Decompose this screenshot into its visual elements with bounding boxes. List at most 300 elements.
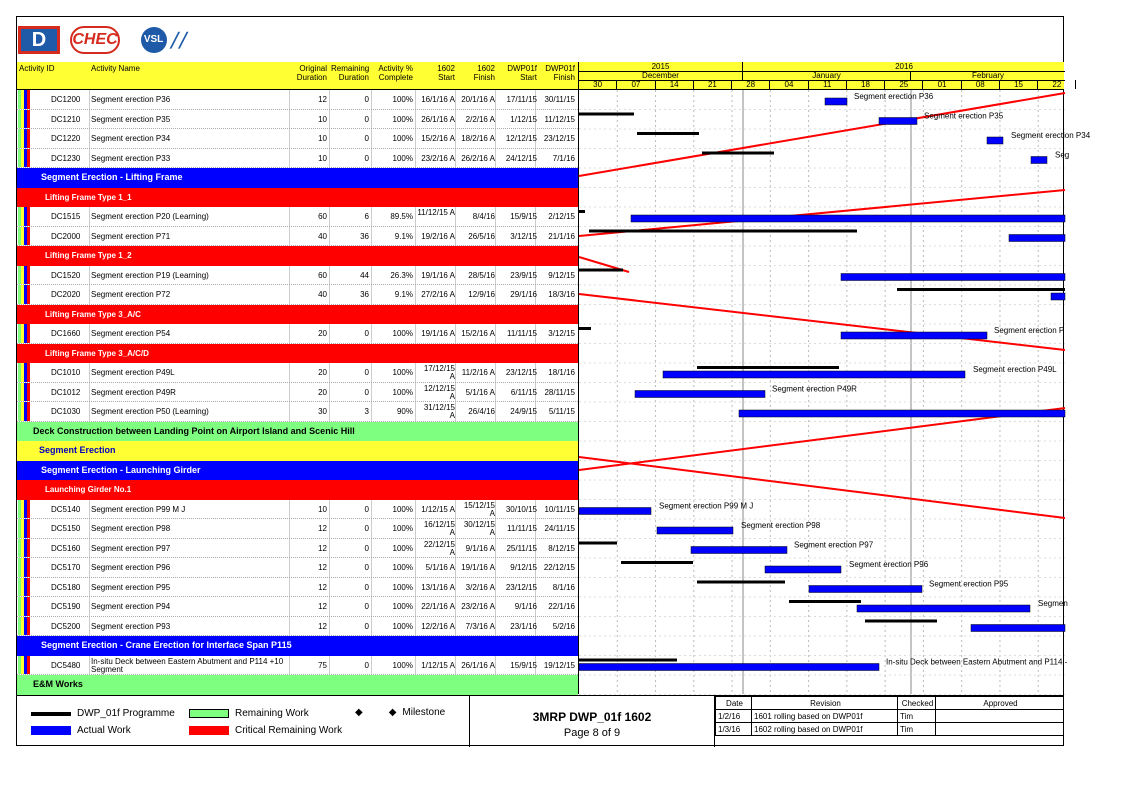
- col-dwp01f-finish[interactable]: DWP01f Finish: [545, 64, 575, 82]
- column-divider: [415, 383, 416, 402]
- column-divider: [495, 90, 496, 109]
- cell-od: 12: [318, 582, 327, 592]
- column-divider: [495, 500, 496, 519]
- table-row[interactable]: [17, 207, 578, 227]
- column-divider: [329, 539, 330, 558]
- actual-swatch: [31, 726, 71, 735]
- column-divider: [89, 402, 90, 421]
- group-band[interactable]: E&M Works: [17, 675, 578, 695]
- legend-critical: [189, 725, 342, 736]
- cell-ds: 12/12/15: [505, 134, 537, 143]
- table-row[interactable]: [17, 324, 578, 344]
- column-divider: [289, 383, 290, 402]
- actual-bar: [825, 98, 847, 105]
- cell-s: 12/12/15 A: [423, 383, 455, 401]
- column-divider: [495, 227, 496, 246]
- column-divider: [371, 207, 372, 226]
- column-divider: [289, 558, 290, 577]
- programme-bar: [589, 230, 857, 233]
- critical-path-line: [579, 408, 1065, 470]
- cell-od: 10: [318, 504, 327, 514]
- cell-pct: 100%: [392, 602, 413, 611]
- programme-bar: [789, 600, 861, 603]
- table-row[interactable]: [17, 656, 578, 676]
- cell-id: DC1660: [51, 329, 81, 338]
- table-row[interactable]: [17, 539, 578, 559]
- hierarchy-strip: [27, 656, 30, 675]
- table-row[interactable]: [17, 266, 578, 286]
- column-divider: [329, 149, 330, 168]
- cell-rd: 0: [364, 134, 369, 143]
- cell-df: 5/11/15: [548, 407, 575, 416]
- table-row[interactable]: [17, 578, 578, 598]
- cell-name: Segment erection P98: [91, 524, 171, 533]
- programme-bar: [637, 132, 699, 135]
- group-band[interactable]: Lifting Frame Type 1_1: [17, 188, 578, 208]
- cell-f: 26/2/16 A: [461, 153, 495, 163]
- revision-row: [716, 710, 1064, 723]
- col-activity-name[interactable]: Activity Name: [91, 64, 140, 73]
- cell-ds: 9/1/16: [514, 602, 537, 611]
- cell-df: 21/1/16: [548, 231, 575, 241]
- col-dwp01f-start[interactable]: DWP01f Start: [507, 64, 537, 82]
- column-divider: [289, 363, 290, 382]
- group-band[interactable]: Segment Erection - Crane Erection for Interface Span P115: [17, 636, 578, 656]
- group-band[interactable]: Lifting Frame Type 3_A/C/D: [17, 344, 578, 364]
- column-divider: [455, 324, 456, 343]
- hierarchy-strip: [27, 597, 30, 616]
- cell-od: 75: [318, 660, 327, 670]
- programme-bar: [865, 620, 937, 623]
- table-row[interactable]: [17, 285, 578, 305]
- cell-f: 20/1/16 A: [461, 95, 495, 104]
- legend-actual-label: Actual Work: [77, 725, 131, 736]
- cell-ds: 23/1/16: [510, 621, 537, 631]
- table-body: [17, 90, 578, 695]
- hierarchy-strip: [27, 617, 30, 636]
- table-row[interactable]: [17, 617, 578, 637]
- rev-text: 1602 rolling based on DWP01f: [752, 723, 898, 736]
- column-divider: [371, 227, 372, 246]
- rev-col-approved: Approved: [936, 697, 1064, 710]
- column-divider: [89, 383, 90, 402]
- cell-s: 19/1/16 A: [421, 329, 455, 338]
- group-band[interactable]: Segment Erection: [17, 441, 578, 461]
- schedule-title: 3MRP DWP_01f 1602: [532, 710, 652, 724]
- group-band[interactable]: Segment Erection - Launching Girder: [17, 461, 578, 481]
- cell-name: Segment erection P19 (Learning): [91, 270, 209, 280]
- dragages-logo: D: [18, 26, 60, 54]
- programme-bar: [579, 210, 585, 213]
- week-label: 30: [579, 80, 617, 89]
- hierarchy-strip: [27, 363, 30, 382]
- column-divider: [455, 597, 456, 616]
- column-divider: [495, 207, 496, 226]
- cell-od: 12: [318, 543, 327, 553]
- cell-pct: 100%: [392, 114, 413, 124]
- cell-f: 28/5/16: [468, 270, 495, 280]
- cell-f: 26/1/16 A: [461, 660, 495, 670]
- cell-ds: 23/12/15: [505, 582, 537, 592]
- cell-df: 11/12/15: [544, 114, 575, 124]
- table-row[interactable]: [17, 558, 578, 578]
- milestone-diamond-icon-2: ◆: [388, 707, 397, 718]
- cell-f: 26/5/16: [468, 231, 495, 241]
- cell-df: 10/11/15: [544, 504, 575, 514]
- column-divider: [415, 500, 416, 519]
- cell-rd: 0: [364, 582, 369, 592]
- legend-programme-label: DWP_01f Programme: [77, 708, 175, 719]
- column-divider: [455, 383, 456, 402]
- cell-rd: 0: [364, 563, 369, 572]
- column-divider: [455, 656, 456, 675]
- gantt-canvas: [579, 90, 1091, 694]
- cell-name: Segment erection P33: [91, 153, 171, 163]
- column-divider: [89, 558, 90, 577]
- col-1602-start[interactable]: 1602 Start: [437, 64, 455, 82]
- column-divider: [455, 110, 456, 129]
- cell-ds: 23/9/15: [510, 270, 537, 280]
- table-row[interactable]: [17, 227, 578, 247]
- actual-bar: [579, 508, 651, 515]
- cell-s: 22/12/15 A: [423, 539, 455, 557]
- cell-od: 10: [318, 114, 327, 124]
- group-band[interactable]: Lifting Frame Type 3_A/C: [17, 305, 578, 325]
- cell-s: 13/1/16 A: [421, 582, 455, 592]
- column-divider: [495, 597, 496, 616]
- cell-f: 23/2/16 A: [461, 602, 495, 611]
- cell-id: DC1030: [51, 407, 81, 416]
- cell-rd: 0: [364, 543, 369, 553]
- cell-od: 12: [318, 524, 327, 533]
- programme-bar: [897, 288, 1065, 291]
- bar-label: Segment erection P98: [741, 521, 821, 530]
- group-band[interactable]: Deck Construction between Landing Point on Airport Island and Scenic Hill: [17, 422, 578, 442]
- week-label: 18: [847, 80, 885, 89]
- cell-ds: 11/11/15: [507, 329, 537, 338]
- cell-ds: 1/12/15: [510, 114, 537, 124]
- column-divider: [415, 90, 416, 109]
- cell-ds: 25/11/15: [506, 543, 537, 553]
- hierarchy-strip: [27, 519, 30, 538]
- cell-od: 40: [318, 290, 327, 299]
- column-divider: [455, 90, 456, 109]
- actual-bar: [809, 586, 922, 593]
- column-divider: [329, 110, 330, 129]
- column-divider: [415, 324, 416, 343]
- cell-s: 16/12/15 A: [423, 520, 455, 537]
- column-divider: [289, 500, 290, 519]
- column-divider: [371, 539, 372, 558]
- revision-table: [715, 696, 1064, 747]
- col-1602-finish[interactable]: 1602 Finish: [473, 64, 495, 82]
- column-divider: [455, 285, 456, 304]
- cell-id: DC1200: [51, 95, 81, 104]
- column-divider: [329, 500, 330, 519]
- cell-od: 20: [318, 329, 327, 338]
- cell-f: 15/12/15 A: [463, 500, 495, 518]
- timeline-header: [579, 62, 1064, 90]
- column-divider: [329, 656, 330, 675]
- hierarchy-strip: [27, 90, 30, 109]
- cell-id: DC1230: [51, 153, 81, 163]
- hierarchy-strip: [27, 266, 30, 285]
- cell-f: 18/2/16 A: [461, 134, 495, 143]
- programme-bar: [579, 269, 623, 272]
- cell-od: 20: [318, 368, 327, 377]
- column-divider: [89, 539, 90, 558]
- cell-df: 30/11/15: [544, 95, 575, 104]
- cell-df: 3/12/15: [548, 329, 575, 338]
- group-band[interactable]: Lifting Frame Type 1_2: [17, 246, 578, 266]
- cell-name: In-situ Deck between Eastern Abutment and P114 +10 Segment: [91, 656, 284, 674]
- cell-s: 19/2/16 A: [421, 231, 455, 241]
- page-number: Page 8 of 9: [563, 727, 621, 739]
- cell-od: 10: [318, 134, 327, 143]
- cell-pct: 9.1%: [394, 290, 413, 299]
- cell-rd: 36: [360, 290, 369, 299]
- table-row[interactable]: [17, 500, 578, 520]
- cell-s: 26/1/16 A: [421, 114, 455, 124]
- column-divider: [289, 285, 290, 304]
- legend-milestone: [355, 707, 445, 718]
- column-divider: [289, 656, 290, 675]
- cell-pct: 100%: [392, 563, 413, 572]
- programme-bar: [697, 366, 839, 369]
- cell-name: Segment erection P49L: [91, 368, 175, 377]
- table-row[interactable]: [17, 110, 578, 130]
- week-label: 11: [809, 80, 847, 89]
- critical-path-line: [579, 294, 1065, 350]
- cell-ds: 6/11/15: [510, 387, 537, 397]
- rev-col-date: Date: [716, 697, 752, 710]
- cell-f: 15/2/16 A: [461, 329, 495, 338]
- cell-pct: 100%: [392, 524, 413, 533]
- actual-bar: [857, 605, 1030, 612]
- cell-pct: 100%: [392, 543, 413, 553]
- hierarchy-strip: [27, 110, 30, 129]
- cell-name: Segment erection P94: [91, 602, 171, 611]
- column-divider: [89, 266, 90, 285]
- cell-id: DC1210: [51, 114, 81, 124]
- programme-bar: [579, 113, 634, 116]
- cell-s: 31/12/15 A: [423, 403, 455, 420]
- column-divider: [89, 129, 90, 148]
- column-divider: [495, 110, 496, 129]
- column-divider: [455, 539, 456, 558]
- cell-id: DC1220: [51, 134, 81, 143]
- column-divider: [371, 266, 372, 285]
- actual-bar: [739, 410, 1065, 417]
- vsl-logo-circle: VSL: [141, 27, 167, 53]
- col-activity-complete[interactable]: Activity % Complete: [378, 64, 413, 82]
- column-divider: [289, 578, 290, 597]
- column-divider: [289, 129, 290, 148]
- bar-label: Segment erection P: [994, 326, 1065, 335]
- column-divider: [415, 656, 416, 675]
- bar-label: In-situ Deck between Eastern Abutment and P114 -: [886, 657, 1068, 667]
- cell-id: DC5160: [51, 543, 81, 553]
- table-row[interactable]: [17, 383, 578, 403]
- cell-od: 12: [318, 621, 327, 631]
- cell-name: Segment erection P93: [91, 621, 171, 631]
- cell-df: 18/3/16: [548, 290, 575, 299]
- cell-ds: 24/9/15: [510, 407, 537, 416]
- group-band[interactable]: Segment Erection - Lifting Frame: [17, 168, 578, 188]
- cell-id: DC2020: [51, 290, 81, 299]
- legend: [17, 695, 1064, 746]
- column-divider: [289, 149, 290, 168]
- cell-id: DC5180: [51, 582, 81, 592]
- legend-programme: [31, 708, 175, 719]
- column-divider: [289, 597, 290, 616]
- table-row[interactable]: [17, 149, 578, 169]
- column-divider: [89, 519, 90, 538]
- cell-rd: 0: [364, 387, 369, 397]
- column-divider: [455, 129, 456, 148]
- cell-rd: 44: [360, 270, 369, 280]
- week-label: 15: [1000, 80, 1038, 89]
- cell-od: 12: [318, 602, 327, 611]
- column-divider: [415, 597, 416, 616]
- column-divider: [495, 539, 496, 558]
- table-row[interactable]: [17, 363, 578, 383]
- cell-pct: 100%: [392, 134, 413, 143]
- week-label: 07: [617, 80, 655, 89]
- cell-name: Segment erection P96: [91, 563, 171, 572]
- column-divider: [495, 149, 496, 168]
- cell-rd: 0: [364, 660, 369, 670]
- column-divider: [415, 285, 416, 304]
- column-divider: [495, 578, 496, 597]
- cell-df: 18/1/16: [548, 368, 575, 377]
- column-divider: [415, 149, 416, 168]
- actual-bar: [631, 215, 1065, 222]
- cell-name: Segment erection P95: [91, 582, 171, 592]
- cell-df: 8/12/15: [548, 543, 575, 553]
- column-divider: [89, 227, 90, 246]
- column-divider: [89, 500, 90, 519]
- cell-rd: 0: [364, 368, 369, 377]
- cell-df: 22/12/15: [543, 563, 575, 572]
- cell-s: 5/1/16 A: [425, 563, 455, 572]
- hierarchy-strip: [27, 383, 30, 402]
- cell-s: 17/12/15 A: [423, 364, 455, 381]
- column-divider: [289, 402, 290, 421]
- cell-ds: 11/11/15: [507, 524, 537, 533]
- bar-label: Seg: [1055, 150, 1070, 160]
- column-divider: [89, 285, 90, 304]
- column-divider: [415, 110, 416, 129]
- bar-label: Segment erection P34: [1011, 131, 1091, 140]
- column-divider: [371, 363, 372, 382]
- column-divider: [415, 266, 416, 285]
- cell-ds: 24/12/15: [505, 153, 537, 163]
- week-label: 08: [962, 80, 1000, 89]
- cell-s: 1/12/15 A: [421, 504, 455, 514]
- table-row[interactable]: [17, 129, 578, 149]
- table-row[interactable]: [17, 519, 578, 539]
- cell-name: Segment erection P49R: [91, 387, 176, 397]
- actual-bar: [579, 664, 879, 671]
- cell-f: 5/1/16 A: [465, 387, 495, 397]
- table-row[interactable]: [17, 90, 578, 110]
- logo-bar: [18, 25, 198, 55]
- cell-df: 2/12/15: [548, 212, 575, 221]
- column-divider: [371, 129, 372, 148]
- hierarchy-strip: [27, 324, 30, 343]
- cell-f: 2/2/16 A: [465, 114, 495, 124]
- programme-bar: [579, 542, 617, 545]
- column-divider: [289, 324, 290, 343]
- gantt-chart: [578, 62, 1091, 694]
- col-remaining-duration[interactable]: Remaining Duration: [331, 64, 370, 82]
- cell-name: Segment erection P99 M J: [91, 504, 186, 514]
- column-divider: [289, 539, 290, 558]
- actual-bar: [971, 625, 1065, 632]
- hierarchy-strip: [27, 539, 30, 558]
- hierarchy-strip: [27, 558, 30, 577]
- column-divider: [415, 519, 416, 538]
- cell-id: DC1520: [51, 270, 81, 280]
- cell-od: 12: [318, 95, 327, 104]
- cell-rd: 0: [364, 621, 369, 631]
- cell-pct: 26.3%: [390, 270, 413, 280]
- column-divider: [455, 578, 456, 597]
- cell-s: 16/1/16 A: [421, 95, 455, 104]
- table-row[interactable]: [17, 402, 578, 422]
- cell-s: 11/12/15 A: [417, 208, 455, 217]
- column-divider: [329, 266, 330, 285]
- cell-rd: 6: [364, 212, 369, 221]
- column-divider: [329, 227, 330, 246]
- cell-df: 22/1/16: [548, 602, 575, 611]
- cell-name: Segment erection P36: [91, 95, 171, 104]
- cell-id: DC5480: [51, 660, 81, 670]
- actual-bar: [1031, 157, 1047, 164]
- col-activity-id[interactable]: Activity ID: [19, 64, 55, 73]
- cell-pct: 100%: [392, 329, 413, 338]
- cell-id: DC2000: [51, 231, 81, 241]
- group-band[interactable]: Launching Girder No.1: [17, 480, 578, 500]
- col-original-duration[interactable]: Original Duration: [296, 64, 327, 82]
- column-divider: [415, 617, 416, 636]
- column-divider: [329, 90, 330, 109]
- bar-label: Segment erection P49L: [973, 365, 1057, 374]
- column-divider: [371, 500, 372, 519]
- column-divider: [371, 110, 372, 129]
- column-divider: [495, 402, 496, 421]
- column-divider: [371, 578, 372, 597]
- column-divider: [329, 129, 330, 148]
- column-divider: [415, 402, 416, 421]
- column-divider: [495, 656, 496, 675]
- actual-bar: [1009, 235, 1065, 242]
- actual-bar: [841, 332, 987, 339]
- column-divider: [89, 324, 90, 343]
- cell-pct: 89.5%: [390, 212, 413, 221]
- cell-name: Segment erection P97: [91, 543, 171, 553]
- column-divider: [329, 402, 330, 421]
- cell-rd: 36: [360, 231, 369, 241]
- bar-label: Segmen: [1038, 599, 1068, 608]
- rev-checked: Tim: [898, 710, 936, 723]
- table-row[interactable]: [17, 597, 578, 617]
- column-divider: [371, 402, 372, 421]
- cell-pct: 9.1%: [394, 231, 413, 241]
- rev-date: 1/2/16: [716, 710, 752, 723]
- cell-ds: 3/12/15: [510, 231, 537, 241]
